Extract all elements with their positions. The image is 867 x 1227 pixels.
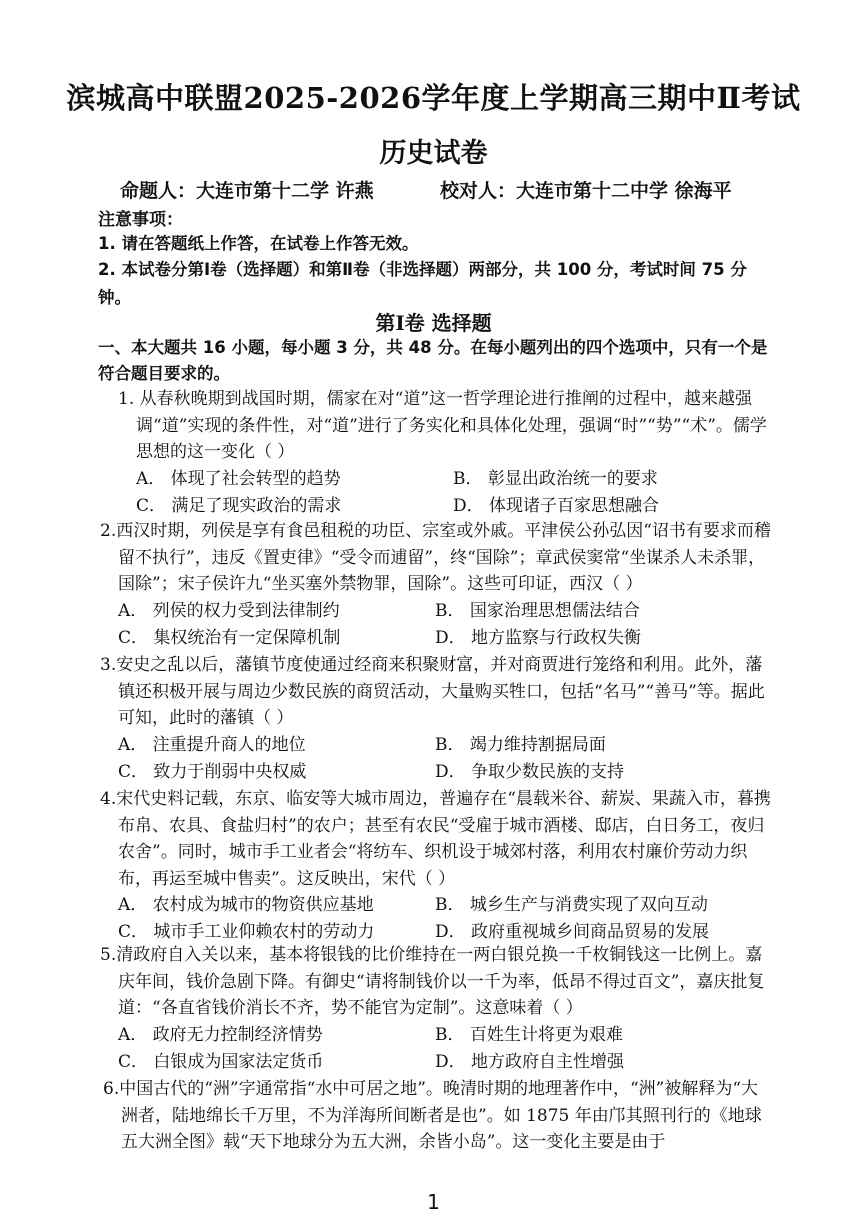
option-b: B． 国家治理思想儒法结合 xyxy=(435,600,640,621)
option-a: A． 农村成为城市的物资供应基地 xyxy=(118,895,374,915)
page-number: 1 xyxy=(427,1190,440,1214)
option-a: A． 政府无力控制经济情势 xyxy=(118,1024,323,1045)
option-a: A． 列侯的权力受到法律制约 xyxy=(118,600,340,621)
author: 命题人：大连市第十二学 许燕 xyxy=(120,180,374,202)
question-stem: 3.安史之乱以后，藩镇节度使通过经商来积聚财富，并对商贾进行笼络和利用。此外，藩镇还积极开展与周边少数民族的商贸活动，大量购买牲口，包括“名马”“善马”等。据此可知，此时的藩镇（ ） xyxy=(100,655,765,728)
exam-title: 滨城高中联盟2025-2026学年度上学期高三期中Ⅱ考试 xyxy=(66,81,801,115)
question-stem: 1. 从春秋晚期到战国时期，儒家在对“道”这一哲学理论进行推阐的过程中，越来越强调“道”实现的条件性，对“道”进行了务实化和具体化处理，强调“时”“势”“术”。儒学思想的这一变化（ ） xyxy=(118,389,767,462)
option-d: D． 政府重视城乡间商品贸易的发展 xyxy=(435,922,710,942)
option-c: C． 城市手工业仰赖农村的劳动力 xyxy=(118,922,375,942)
option-b: B． 百姓生计将更为艰难 xyxy=(435,1024,623,1045)
option-c: C． 集权统治有一定保障机制 xyxy=(118,627,341,648)
question xyxy=(100,652,773,786)
option-d: D． 体现诸子百家思想融合 xyxy=(453,495,660,516)
option-c: C． 白银成为国家法定货币 xyxy=(118,1051,324,1072)
option-c: C． 满足了现实政治的需求 xyxy=(136,495,342,516)
question xyxy=(100,518,773,652)
option-b: B． 竭力维持割据局面 xyxy=(435,734,606,755)
question-options xyxy=(100,892,773,946)
option-d: D． 地方监察与行政权失衡 xyxy=(435,627,642,648)
question-options xyxy=(100,732,773,786)
option-b: B． 城乡生产与消费实现了双向互动 xyxy=(435,895,708,915)
section-title: 第Ⅰ卷 选择题 xyxy=(375,311,492,335)
author-line xyxy=(120,176,732,203)
question xyxy=(100,942,773,1076)
option-d: D． 地方政府自主性增强 xyxy=(435,1051,625,1072)
option-a: A． 体现了社会转型的趋势 xyxy=(136,468,341,489)
question xyxy=(103,1076,773,1156)
question-stem: 4.宋代史料记载，东京、临安等大城市周边，普遍存在“晨载米谷、薪炭、果蔬入市，暮携布帛、农具、食盐归村”的农户；甚至有农民“受雇于城市酒楼、邸店，白日务工，夜归农舍”。同时，城市手工业者会“将纺车、织机设于城郊村落，利用农村廉价劳动力织布，再运至城中售卖”。这反映出，宋代（ ） xyxy=(100,789,771,889)
reviewer: 校对人：大连市第十二中学 徐海平 xyxy=(440,180,732,202)
option-b: B． 彰显出政治统一的要求 xyxy=(453,468,658,489)
question-stem: 6.中国古代的“洲”字通常指“水中可居之地”。晚清时期的地理著作中，“洲”被解释为“大洲者，陆地绵长千万里，不为洋海所间断者是也”。如 1875 年由邝其照刊行的《地球五大洲全图》载“天下地球分为五大洲，余皆小岛”。这一变化主要是由于 xyxy=(103,1079,762,1152)
question-options xyxy=(118,466,773,520)
note-item: 2. 本试卷分第Ⅰ卷（选择题）和第Ⅱ卷（非选择题）两部分，共 100 分，考试时间 75 分钟。 xyxy=(98,260,747,307)
question-options xyxy=(100,598,773,652)
option-c: C． 致力于削弱中央权威 xyxy=(118,761,307,782)
notes-title: 注意事项： xyxy=(98,210,183,230)
question-options xyxy=(100,1022,773,1076)
option-a: A． 注重提升商人的地位 xyxy=(118,734,306,755)
note-item: 1. 请在答题纸上作答，在试卷上作答无效。 xyxy=(98,234,419,253)
option-d: D． 争取少数民族的支持 xyxy=(435,761,625,782)
question-stem: 2.西汉时期，列侯是享有食邑租税的功臣、宗室或外戚。平津侯公孙弘因“诏书有要求而稽留不执行”，违反《置吏律》“受令而逋留”，终“国除”；章武侯窦常“坐谋杀人未杀罪，国除”；宋子侯许九“坐买塞外禁物罪，国除”。这些可印证，西汉（ ） xyxy=(100,521,771,594)
section-instruction: 一、本大题共 16 小题，每小题 3 分，共 48 分。在每小题列出的四个选项中，只有一个是符合题目要求的。 xyxy=(98,338,768,383)
question xyxy=(100,786,773,946)
exam-subject: 历史试卷 xyxy=(379,138,488,169)
question xyxy=(118,386,773,520)
question-stem: 5.清政府自入关以来，基本将银钱的比价维持在一两白银兑换一千枚铜钱这一比例上。嘉庆年间，钱价急剧下降。有御史“请将制钱价以一千为率，低昂不得过百文”，嘉庆批复道：“各直省钱价消长不齐，势不能官为定制”。这意味着（ ） xyxy=(100,945,765,1018)
